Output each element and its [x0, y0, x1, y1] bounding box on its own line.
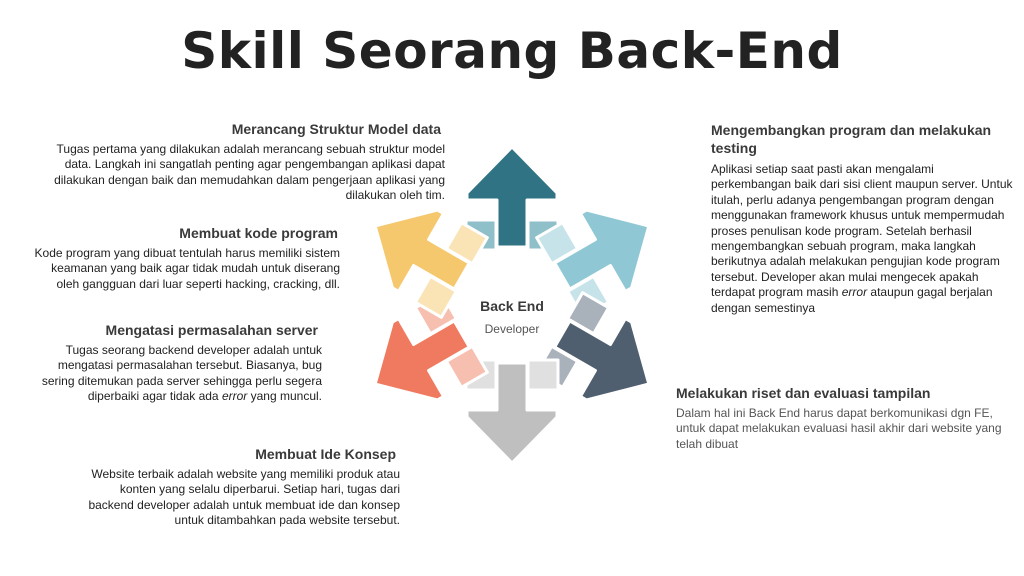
- page-title: Skill Seorang Back-End: [181, 22, 843, 80]
- skill-heading: Melakukan riset dan evaluasi tampilan: [676, 385, 931, 401]
- skill-riset: [676, 385, 1006, 452]
- skill-heading: Mengatasi permasalahan server: [105, 322, 318, 338]
- skill-description: Tugas seorang backend developer adalah untuk mengatasi permasalahan tersebut. Biasanya, bug sering ditemukan pada server sehingga perlu segera diperbaiki agar tidak ada error yang muncul.: [41, 343, 322, 404]
- center-subtitle: Developer: [484, 322, 540, 336]
- skill-ide-konsep: [80, 446, 400, 529]
- skill-kode-program: [30, 225, 340, 292]
- skill-server: [40, 322, 322, 405]
- skill-heading: Mengembangkan program dan melakukan testing: [711, 122, 992, 156]
- skill-heading: Membuat kode program: [179, 225, 338, 241]
- skill-model-data: [30, 121, 445, 204]
- skill-description: Website terbaik adalah website yang memiliki produk atau konten yang selalu diperbarui. Setiap hari, tugas dari backend developer adalah untuk membuat ide dan konsep untuk ditambahkan pada website tersebut.: [88, 467, 400, 528]
- skill-description: Tugas pertama yang dilakukan adalah merancang sebuah struktur model data. Langkah ini sangatlah penting agar pengembangan aplikasi dapat dilakukan dengan baik dan memudahkan dalam pengerjaan aplikasi yang dilakukan oleh tim.: [54, 142, 445, 203]
- skill-testing: [711, 121, 1016, 316]
- skill-description: Dalam hal ini Back End harus dapat berkomunikasi dgn FE, untuk dapat melakukan evaluasi hasil akhir dari website yang telah dibuat: [676, 406, 1002, 451]
- skill-heading: Membuat Ide Konsep: [255, 446, 396, 462]
- skill-description: Aplikasi setiap saat pasti akan mengalami perkembangan baik dari sisi client maupun server. Untuk itulah, perlu adanya pengembangan program dengan menggunakan framework khusus untuk mempermudah proses penulisan kode program. Setelah berhasil mengembangkan sebuah program, maka langkah berikutnya adalah melakukan pengujian kode program tersebut. Developer akan mulai mengecek apakah terdapat program masih error ataupun gagal berjalan dengan semestinya: [711, 162, 1013, 315]
- skill-description: Kode program yang dibuat tentulah harus memiliki sistem keamanan yang baik agar tidak mudah untuk diserang oleh gangguan dari luar seperti hacking, cracking, dll.: [34, 246, 340, 291]
- arrow-down-left: [352, 293, 487, 424]
- arrow-up-left: [352, 186, 487, 317]
- skill-heading: Merancang Struktur Model data: [231, 121, 441, 137]
- arrow-side-left: [528, 360, 558, 390]
- arrow-up-right: [537, 186, 672, 317]
- arrow-down-right: [537, 293, 672, 424]
- center-title: Back End: [480, 298, 544, 314]
